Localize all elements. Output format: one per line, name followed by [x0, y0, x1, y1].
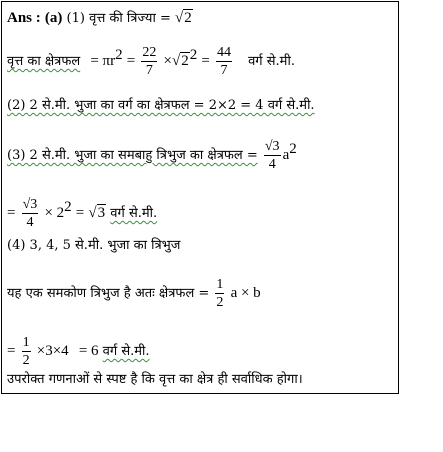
denominator: 4	[26, 215, 34, 230]
fraction	[22, 334, 31, 369]
circle-area-label: वृत्त का क्षेत्रफल	[7, 54, 81, 69]
numerator: 22	[142, 45, 157, 60]
answer-line-3	[7, 98, 315, 114]
result-value: = 6	[78, 343, 99, 359]
root-sign: √	[88, 205, 97, 221]
radicand: 3	[97, 205, 106, 221]
answer-line-4	[7, 138, 297, 173]
pi-r-text: = πr	[90, 53, 116, 69]
square-area-text: (2) 2 से.मी. भुजा का वर्ग का क्षेत्रफल = 2×2 = 4 वर्ग से.मी.	[7, 98, 315, 113]
numerator: √3	[264, 139, 280, 154]
equals-sign: =	[7, 343, 16, 359]
a-times-b: a × b	[230, 285, 261, 301]
unit-text: वर्ग से.मी.	[102, 344, 150, 359]
unit-text: वर्ग से.मी.	[110, 206, 158, 221]
right-triangle-area-text: यह एक समकोण त्रिभुज है अतः क्षेत्रफल =	[7, 286, 210, 301]
fraction	[141, 44, 157, 79]
answer-line-9	[7, 372, 303, 388]
answer-line-8	[7, 334, 150, 369]
ans-label: Ans :	[7, 10, 41, 26]
fraction	[215, 276, 224, 311]
numerator: 1	[216, 277, 224, 292]
right-triangle-text: (4) 3, 4, 5 से.मी. भुजा का त्रिभुज	[7, 238, 181, 253]
denominator: 2	[22, 353, 30, 368]
fraction	[22, 196, 39, 231]
denominator: 4	[268, 157, 276, 172]
radicand: 2	[181, 53, 189, 69]
answer-line-1	[7, 10, 193, 27]
answer-line-2	[7, 44, 295, 79]
equals-sign: =	[201, 53, 210, 69]
equals-sign: =	[75, 205, 85, 221]
answer-line-6	[7, 238, 180, 254]
fraction	[216, 44, 232, 79]
answer-line-7	[7, 276, 261, 311]
product-term: ×3×4	[36, 343, 69, 359]
equals-sign: =	[126, 53, 136, 69]
numerator: √3	[22, 197, 38, 212]
times-sign: ×	[163, 53, 172, 69]
variable-a: a	[282, 147, 290, 163]
exponent: 2	[289, 141, 297, 157]
radius-text: (1) वृत्त की त्रिज्या =	[66, 11, 171, 26]
exponent: 2	[64, 199, 72, 215]
unit-text: वर्ग से.मी.	[248, 54, 295, 69]
part-a-label: (a)	[44, 10, 63, 26]
root-sign: √	[171, 53, 181, 69]
equals-sign: =	[7, 205, 16, 221]
conclusion-text: उपरोक्त गणनाओं से स्पष्ट है कि वृत्त का क्षेत्र ही सर्वाधिक होगा।	[7, 372, 303, 387]
denominator: 7	[145, 63, 153, 78]
answer-box	[1, 1, 399, 394]
denominator: 2	[216, 295, 224, 310]
triangle-area-text: (3) 2 से.मी. भुजा का समबाहु त्रिभुज का क्षेत्रफल =	[7, 148, 258, 163]
root-sign: √	[174, 10, 184, 26]
numerator: 1	[22, 335, 30, 350]
fraction	[264, 138, 281, 173]
exponent: 2	[189, 47, 198, 63]
denominator: 7	[220, 63, 228, 78]
numerator: 44	[216, 45, 231, 60]
radicand: 2	[184, 10, 192, 26]
answer-line-5	[7, 196, 157, 231]
exponent: 2	[115, 47, 123, 63]
times-term: × 2	[44, 205, 65, 221]
